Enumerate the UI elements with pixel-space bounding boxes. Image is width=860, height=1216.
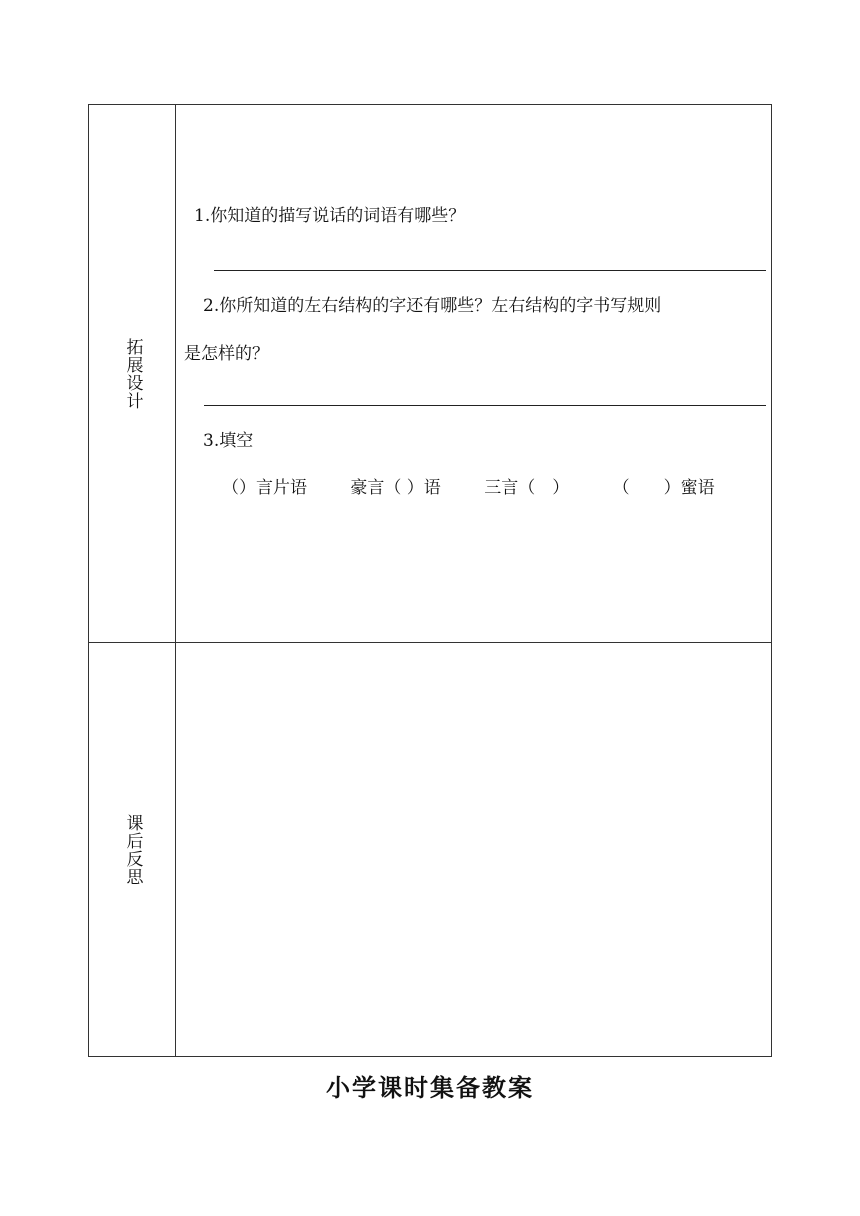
fill-blank-item-3: 三言（ ）	[484, 478, 570, 498]
reflection-content	[176, 643, 772, 1057]
reflection-row	[89, 643, 772, 1057]
fill-blank-item-1: （）言片语	[222, 478, 307, 498]
reflection-label-cell	[89, 643, 176, 1057]
question-3-text: 3.填空	[203, 431, 254, 451]
fill-blank-item-2: 豪言（ ）语	[350, 478, 441, 498]
reflection-label: 课后反思	[122, 813, 143, 886]
lesson-plan-table	[88, 104, 772, 1057]
answer-line-2	[204, 405, 766, 406]
answer-line-1	[214, 270, 766, 271]
question-1-text: 1.你知道的描写说话的词语有哪些？	[194, 206, 466, 226]
question-2-text-line2: 是怎样的？	[184, 344, 269, 364]
extension-design-row	[89, 105, 772, 643]
fill-blank-item-4: （ ）蜜语	[612, 478, 715, 498]
extension-design-label-cell	[89, 105, 176, 643]
question-2-text-line1: 2.你所知道的左右结构的字还有哪些？左右结构的字书写规则	[203, 296, 662, 316]
extension-design-content	[176, 105, 772, 643]
extension-design-label: 拓展设计	[122, 337, 143, 410]
fill-blank-row	[222, 480, 715, 497]
footer-title: 小学课时集备教案	[326, 1073, 534, 1102]
